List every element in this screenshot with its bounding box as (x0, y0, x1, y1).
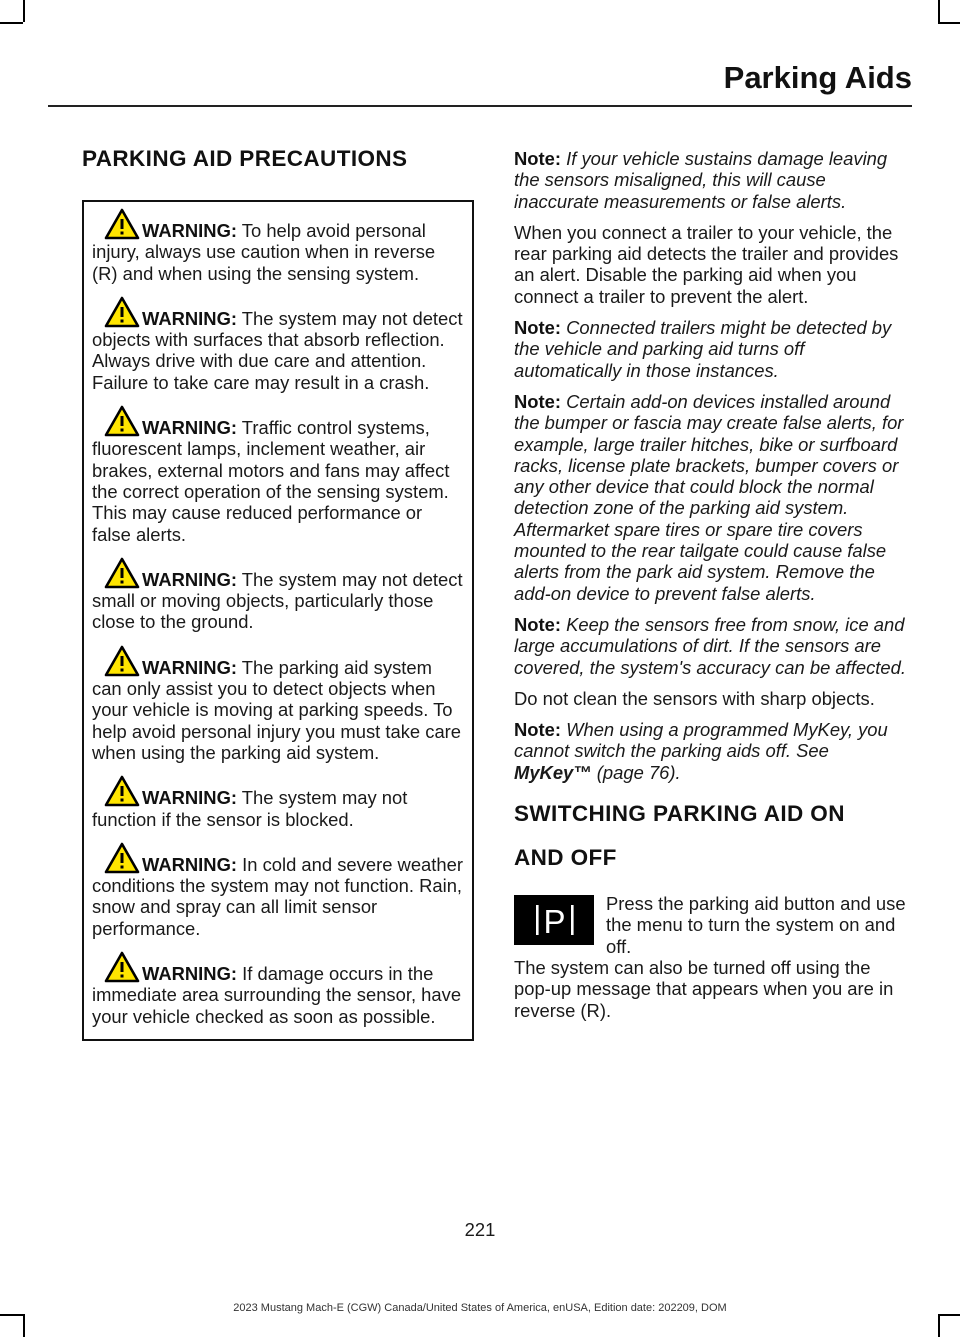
warning-text: The parking aid system can only assist you to detect objects when your vehicle is moving at parking speeds. To help avoid personal injury you must take care when using the parking aid system. (92, 656, 462, 763)
warning-triangle-icon (104, 208, 140, 240)
note-text: Connected trailers might be detected by the vehicle and parking aid turns off automatically in those instances. (514, 317, 892, 381)
warning-item (92, 657, 464, 763)
switching-heading: SWITCHING PARKING AID ON AND OFF (514, 801, 845, 871)
crop-mark (23, 1314, 25, 1337)
warning-text: If damage occurs in the immediate area surrounding the sensor, have your vehicle checked as soon as possible. (92, 963, 462, 1027)
warning-label: WARNING: (142, 656, 238, 678)
crop-mark (23, 0, 25, 22)
warning-triangle-icon (104, 645, 140, 677)
parking-aid-button-icon (514, 895, 594, 945)
body-paragraph: Do not clean the sensors with sharp objects. (514, 687, 875, 709)
warning-item (92, 854, 464, 939)
warning-item (92, 963, 464, 1027)
warning-item (92, 569, 464, 633)
warning-text: The system may not function if the sensor is blocked. (92, 787, 408, 830)
warning-text: The system may not detect objects with surfaces that absorb reflection. Always drive with due care and attention. Failure to take care may result in a crash. (92, 307, 463, 393)
parking-aid-instructions: Press the parking aid button and use the menu to turn the system on and off. (606, 893, 906, 957)
warning-text: To help avoid personal injury, always use caution when in reverse (R) and when using the sensing system. (92, 220, 436, 284)
note-text: If your vehicle sustains damage leaving the sensors misaligned, this will cause inaccurate measurements or false alerts. (514, 148, 888, 212)
warning-triangle-icon (104, 296, 140, 328)
note-paragraph (514, 317, 908, 381)
note-label: Note: (514, 613, 561, 635)
right-column (514, 148, 908, 1031)
warning-item (92, 220, 464, 284)
page-footer: 2023 Mustang Mach-E (CGW) Canada/United States of America, enUSA, Edition date: 202209, DOM (233, 1302, 727, 1314)
crop-mark (938, 1314, 940, 1337)
note-label: Note: (514, 390, 561, 412)
header-rule (48, 105, 912, 107)
parking-aid-glyph: P (543, 903, 566, 941)
warning-label: WARNING: (142, 568, 238, 590)
note-paragraph (514, 391, 908, 604)
note-text: When using a programmed MyKey, you cannot switch the parking aids off. See (514, 719, 888, 762)
warning-triangle-icon (104, 951, 140, 983)
note-text: Keep the sensors free from snow, ice and large accumulations of dirt. If the sensors are covered, the system's accuracy can be affected. (514, 613, 906, 678)
warning-label: WARNING: (142, 220, 238, 241)
page-reference: (page 76). (591, 761, 681, 783)
warning-box (82, 200, 474, 1041)
mykey-link[interactable]: MyKey™ (514, 761, 592, 783)
page-number: 221 (464, 1219, 496, 1240)
warning-label: WARNING: (142, 787, 238, 809)
note-label: Note: (514, 719, 561, 741)
warning-label: WARNING: (142, 963, 238, 985)
crop-mark (938, 0, 940, 22)
warning-triangle-icon (104, 405, 140, 437)
warning-item (92, 787, 464, 830)
note-text: Certain add-on devices installed around the bumper or fascia may create false alerts, for example, large trailer hitches, bike or surfboard racks, license plate brackets, bumper covers or any other device that could block the normal detection zone of the parking aid system. Aftermarket spare tires or spare tire covers mounted to the rear tailgate could cause false alerts from the park aid system. Remove the add-on device to prevent false alerts. (514, 390, 904, 604)
warning-label: WARNING: (142, 307, 238, 329)
warning-triangle-icon (104, 557, 140, 589)
note-label: Note: (514, 148, 561, 169)
warning-item (92, 308, 464, 393)
warning-triangle-icon (104, 775, 140, 807)
warning-label: WARNING: (142, 417, 238, 439)
crop-mark (0, 22, 23, 24)
warning-text: Traffic control systems, fluorescent lamps, inclement weather, air brakes, external motors and fans may affect the correct operation of the sensing system. This may cause reduced performance or false alerts. (92, 417, 450, 545)
note-paragraph (514, 719, 908, 783)
section-title: Parking Aids (723, 60, 912, 95)
precautions-heading: PARKING AID PRECAUTIONS (82, 146, 408, 171)
parking-aid-button-row (514, 893, 908, 957)
crop-mark (0, 1314, 23, 1316)
body-paragraph: The system can also be turned off using the pop-up message that appears when you are in reverse (R). (514, 957, 894, 1021)
left-column (82, 144, 474, 1041)
note-label: Note: (514, 317, 561, 339)
crop-mark (938, 1314, 960, 1316)
note-paragraph (514, 614, 908, 678)
crop-mark (938, 22, 960, 24)
body-paragraph: When you connect a trailer to your vehicle, the rear parking aid detects the trailer and provides an alert. Disable the parking aid when you connect a trailer to prevent the alert. (514, 221, 899, 307)
warning-text: In cold and severe weather conditions the system may not function. Rain, snow and spray can all limit sensor performance. (92, 853, 463, 939)
warning-triangle-icon (104, 842, 140, 874)
warning-label: WARNING: (142, 853, 238, 875)
warning-item (92, 417, 464, 545)
warning-text: The system may not detect small or moving objects, particularly those close to the ground. (92, 568, 463, 633)
note-paragraph (514, 148, 908, 212)
